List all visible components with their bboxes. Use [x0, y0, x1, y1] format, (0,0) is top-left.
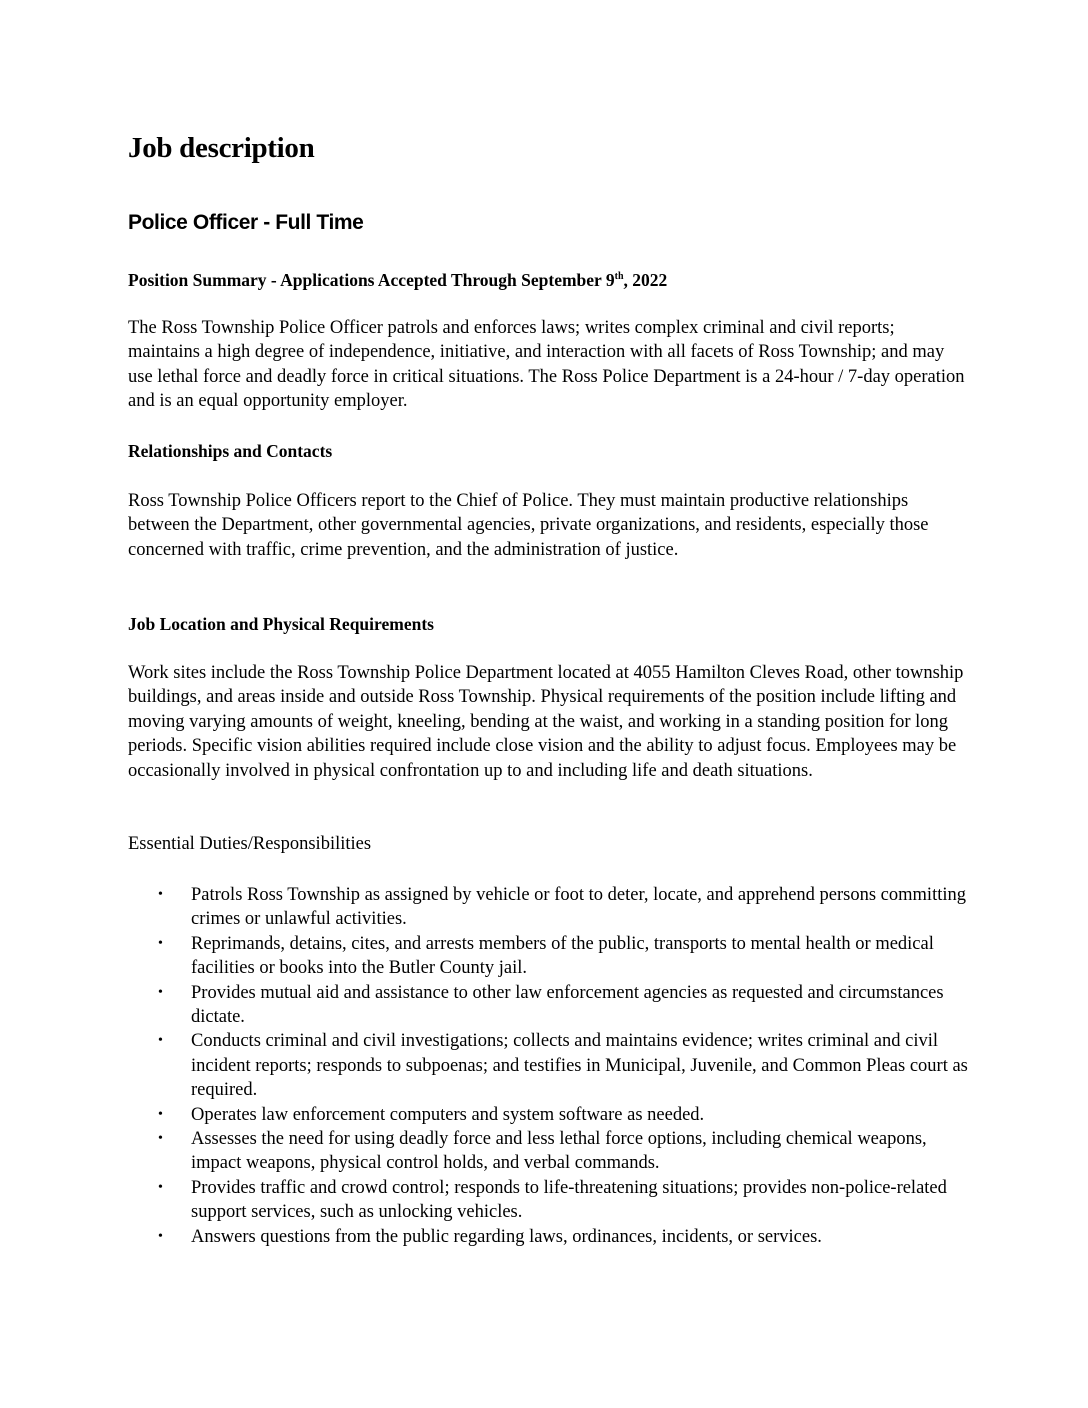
duty-item	[128, 883, 968, 932]
job-title: Police Officer - Full Time	[128, 211, 364, 234]
duty-text: Conducts criminal and civil investigations; collects and maintains evidence; writes criminal and civil incident reports; responds to subpoenas; and testifies in Municipal, Juvenile, and Common Pleas court as required.	[191, 1031, 968, 1101]
duties-list	[128, 883, 968, 1249]
duty-item	[128, 1029, 968, 1102]
duty-item	[128, 981, 968, 1030]
bullet-icon: •	[158, 935, 163, 951]
duty-text: Patrols Ross Township as assigned by vehicle or foot to deter, locate, and apprehend persons committing crimes or unlawful activities.	[191, 885, 966, 930]
bullet-icon: •	[158, 984, 163, 1000]
bullet-icon: •	[158, 1033, 163, 1049]
bullet-icon: •	[158, 1106, 163, 1122]
bullet-icon: •	[158, 1179, 163, 1195]
location-heading: Job Location and Physical Requirements	[128, 614, 434, 634]
duty-item	[128, 1225, 968, 1249]
location-body: Work sites include the Ross Township Police Department located at 4055 Hamilton Cleves Road, other township buildings, and areas inside and outside Ross Township. Physical requirements of the position include lifting and moving varying amounts of weight, kneeling, bending at the waist, and working in a standing position for long periods. Specific vision abilities required include close vision and the ability to adjust focus. Employees may be occasionally involved in physical confrontation up to and including life and death situations.	[128, 663, 964, 781]
date-ordinal-suffix: th	[614, 271, 624, 283]
position-summary-heading-year: , 2022	[623, 270, 668, 290]
duty-item	[128, 1103, 968, 1127]
duty-text: Answers questions from the public regarding laws, ordinances, incidents, or services.	[191, 1226, 822, 1247]
duty-text: Provides mutual aid and assistance to other law enforcement agencies as requested and circumstances dictate.	[191, 982, 944, 1028]
position-summary-heading	[128, 268, 667, 292]
duty-text: Provides traffic and crowd control; responds to life-threatening situations; provides non-police-related support services, such as unlocking vehicles.	[191, 1177, 947, 1223]
relationships-body: Ross Township Police Officers report to the Chief of Police. They must maintain productive relationships between the Department, other governmental agencies, private organizations, and residents, especially those concerned with traffic, crime prevention, and the administration of justice.	[128, 491, 929, 560]
duty-text: Reprimands, detains, cites, and arrests members of the public, transports to mental health or medical facilities or books into the Butler County jail.	[191, 933, 934, 979]
duty-text: Operates law enforcement computers and system software as needed.	[191, 1104, 705, 1125]
duty-item	[128, 932, 968, 981]
position-summary-body: The Ross Township Police Officer patrols and enforces laws; writes complex criminal and civil reports; maintains a high degree of independence, initiative, and interaction with all facets of Ross Township; and may use lethal force and deadly force in critical situations. The Ross Police Department is a 24-hour / 7-day operation and is an equal opportunity employer.	[128, 318, 965, 412]
relationships-heading: Relationships and Contacts	[128, 441, 333, 461]
bullet-icon: •	[158, 1228, 163, 1244]
document-title: Job description	[128, 132, 315, 164]
duties-heading: Essential Duties/Responsibilities	[128, 834, 372, 854]
duty-text: Assesses the need for using deadly force and less lethal force options, including chemical weapons, impact weapons, physical control holds, and verbal commands.	[191, 1129, 927, 1174]
bullet-icon: •	[158, 887, 163, 902]
duty-item	[128, 1127, 968, 1176]
duty-item	[128, 1176, 968, 1225]
bullet-icon: •	[158, 1131, 163, 1147]
position-summary-heading-text: Position Summary - Applications Accepted Through September 9	[128, 270, 615, 290]
